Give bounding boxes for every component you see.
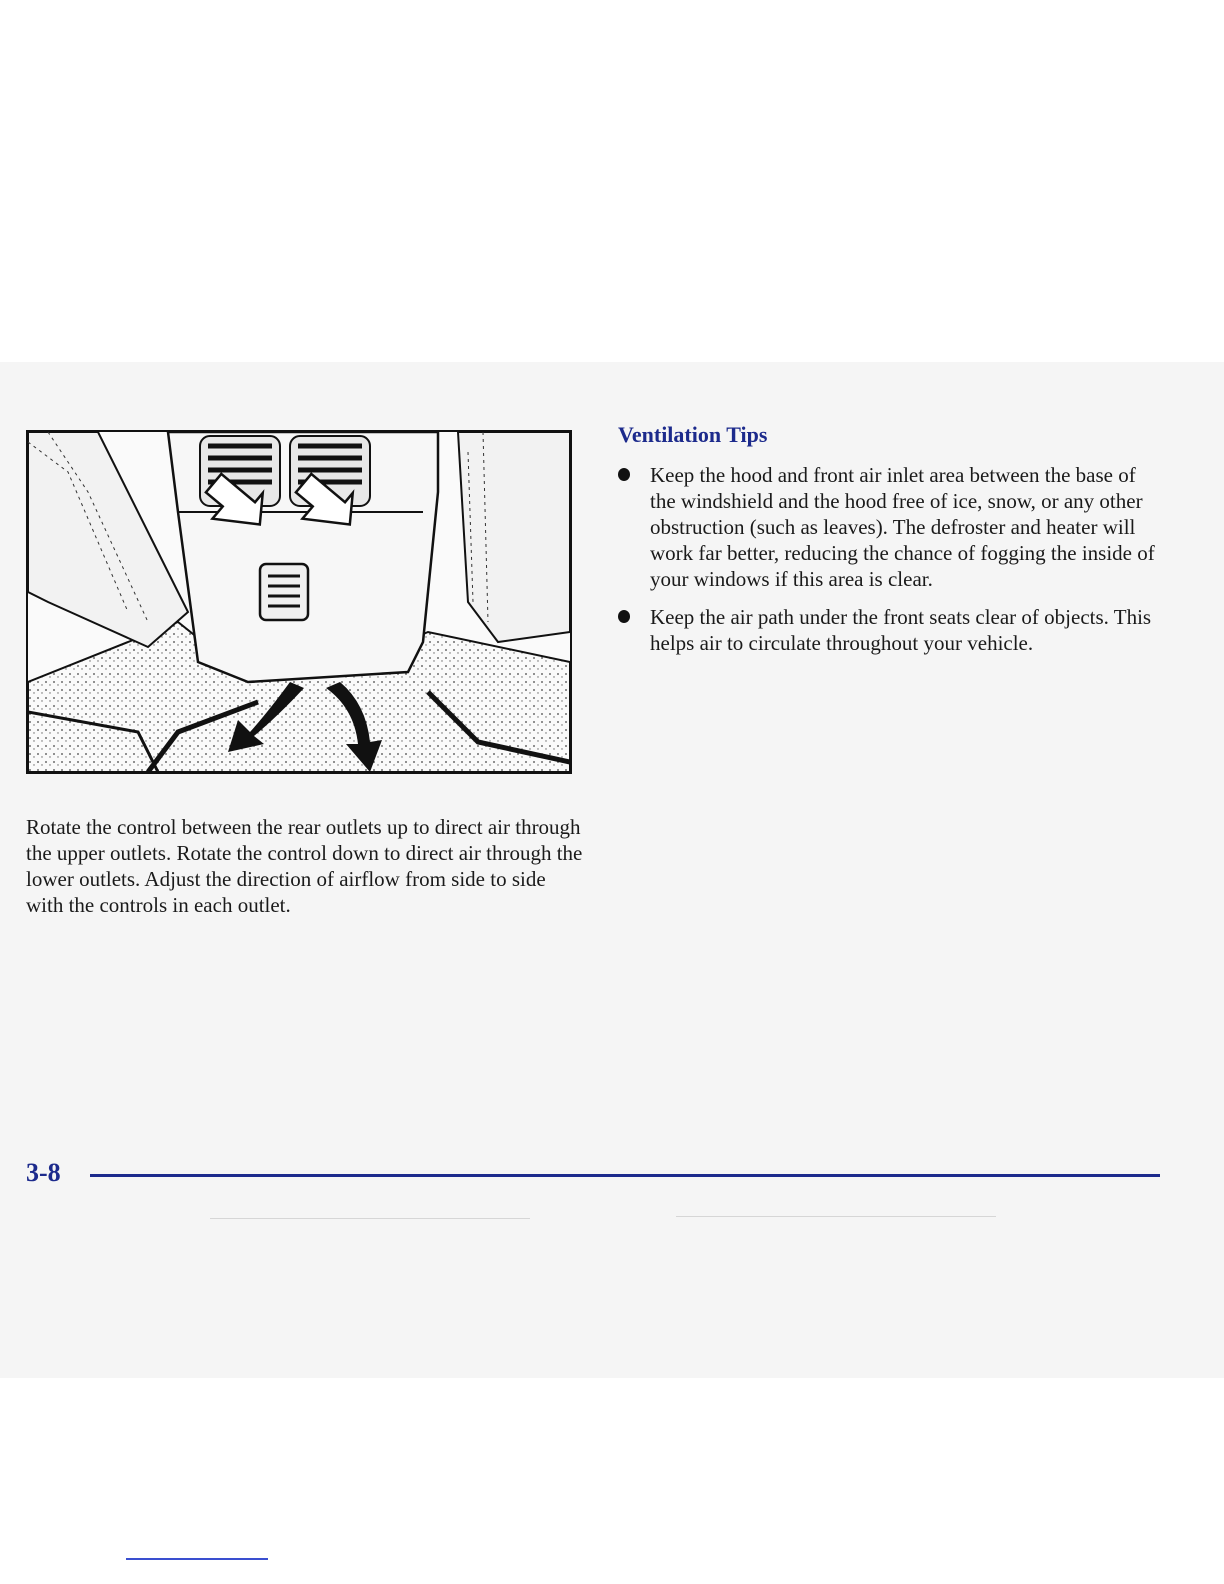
scan-artifact-line <box>210 1218 530 1219</box>
illustration-svg <box>28 432 570 772</box>
bottom-divider <box>126 1558 268 1560</box>
tip-text: Keep the hood and front air inlet area between the base of the windshield and the hood free of ice, snow, or any other obstruction (such as leaves). The defroster and heater will work far better, reducing the chance of fogging the inside of your windows if this area is clear. <box>650 463 1155 591</box>
scan-artifact-line <box>676 1216 996 1217</box>
list-item <box>618 604 1158 656</box>
page-number: 3-8 <box>26 1158 61 1187</box>
section-title: Ventilation Tips <box>618 422 768 447</box>
tip-text: Keep the air path under the front seats clear of objects. This helps air to circulate throughout your vehicle. <box>650 605 1152 655</box>
rear-outlets-illustration <box>26 430 572 774</box>
bullet-icon <box>618 468 630 481</box>
footer-rule <box>90 1174 1160 1177</box>
figure-caption: Rotate the control between the rear outlets up to direct air through the upper outlets. Rotate the control down to direct air through the lower outlets. Adjust the direction of airflow from side to side with the controls in each outlet. <box>26 815 583 917</box>
ventilation-tips-list <box>618 462 1158 668</box>
list-item <box>618 462 1158 592</box>
bullet-icon <box>618 610 630 623</box>
